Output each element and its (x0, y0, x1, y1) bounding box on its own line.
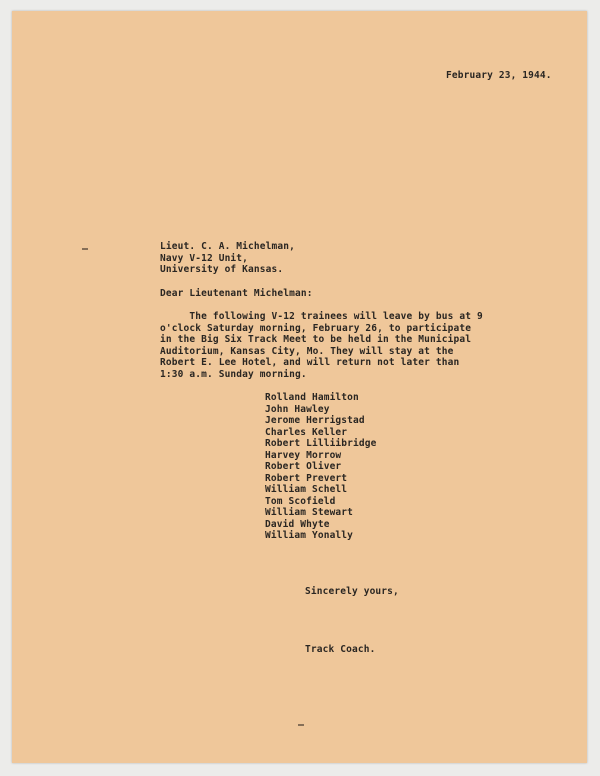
trainee-name: David Whyte (265, 518, 330, 530)
trainee-name: Rolland Hamilton (265, 392, 359, 403)
signature: Track Coach. (305, 644, 376, 655)
salutation: Dear Lieutenant Michelman: (160, 288, 313, 299)
letter-page (12, 11, 587, 763)
letter-date: February 23, 1944. (446, 70, 552, 81)
trainee-name: Charles Keller (265, 426, 348, 438)
stray-mark (82, 248, 88, 250)
recipient-address (160, 241, 295, 276)
address-line: Lieut. C. A. Michelman, (160, 241, 295, 252)
body-line: Robert E. Lee Hotel, and will return not later than (160, 357, 460, 368)
body-line: Auditorium, Kansas City, Mo. They will stay at the (160, 345, 454, 357)
address-line: Navy V-12 Unit, (160, 252, 249, 264)
trainee-name: Robert Lilliibridge (265, 438, 377, 449)
closing: Sincerely yours, (305, 586, 399, 597)
stray-mark (298, 724, 304, 726)
trainee-name: Robert Oliver (265, 461, 342, 472)
trainee-name: John Hawley (265, 403, 330, 415)
body-line: 1:30 a.m. Sunday morning. (160, 368, 307, 380)
trainee-name: Jerome Herrigstad (265, 415, 365, 426)
trainee-name: William Stewart (265, 507, 354, 518)
letter-body (160, 311, 483, 380)
trainee-name: Harvey Morrow (265, 449, 342, 461)
trainee-name: Tom Scofield (265, 495, 336, 507)
trainee-name: William Schell (265, 484, 348, 495)
body-line: o'clock Saturday morning, February 26, to participate (160, 322, 472, 334)
address-line: University of Kansas. (160, 264, 284, 275)
body-line: The following V-12 trainees will leave by bus at 9 (160, 311, 483, 322)
trainee-name: Robert Prevert (265, 472, 348, 484)
trainee-list (265, 392, 377, 542)
trainee-name: William Yonally (265, 530, 354, 541)
body-line: in the Big Six Track Meet to be held in the Municipal (160, 334, 472, 345)
